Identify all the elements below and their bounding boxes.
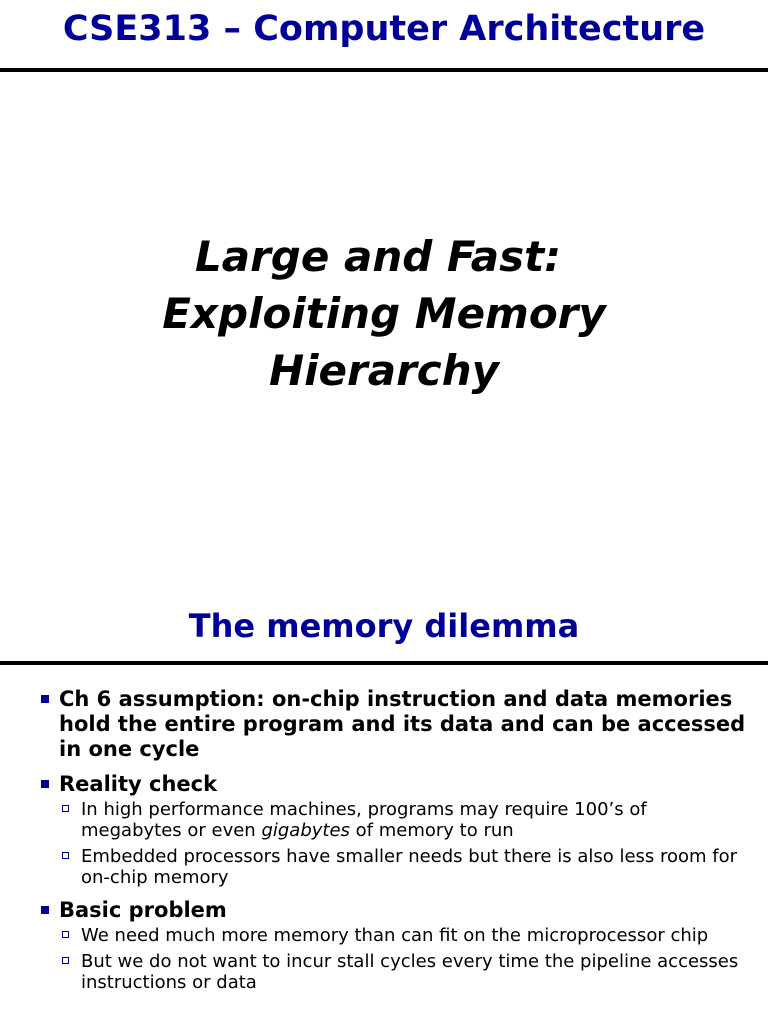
sub-bullet-item <box>62 951 748 993</box>
hollow-square-bullet-icon <box>62 931 69 938</box>
bullet-item <box>40 687 748 762</box>
sub-bullet-list <box>62 799 748 888</box>
square-bullet-icon <box>41 780 49 788</box>
sub-bullet-text: We need much more memory than can fit on the microprocessor chip <box>81 925 709 946</box>
sub-bullet-text-part: In high performance machines, programs may require 100’s of megabytes or even <box>81 799 647 841</box>
sub-bullet-text <box>81 799 748 841</box>
emphasis-text: gigabytes <box>261 820 350 841</box>
sub-bullet-text: But we do not want to incur stall cycles every time the pipeline accesses instructions or data <box>81 951 739 993</box>
sub-bullet-text-part: of memory to run <box>349 820 514 841</box>
title-divider <box>0 661 768 665</box>
bullet-text: Reality check <box>59 772 218 796</box>
lecture-title <box>0 228 768 399</box>
lecture-title-line-1: Large and Fast: <box>194 232 561 281</box>
bullet-list <box>40 687 748 1003</box>
sub-bullet-list <box>62 925 748 993</box>
slide-title: The memory dilemma <box>188 607 580 645</box>
sub-bullet-item <box>62 846 748 888</box>
lecture-title-line-2: Exploiting Memory <box>162 289 606 338</box>
course-title: CSE313 – Computer Architecture <box>62 9 706 49</box>
bullet-text: Ch 6 assumption: on-chip instruction and data memories hold the entire program and its data and can be accessed in one cycle <box>59 687 746 761</box>
lecture-title-line-3: Hierarchy <box>269 346 499 395</box>
title-divider <box>0 68 768 72</box>
hollow-square-bullet-icon <box>62 957 69 964</box>
sub-bullet-item <box>62 925 748 946</box>
sub-bullet-text: Embedded processors have smaller needs but there is also less room for on-chip memory <box>81 846 738 888</box>
bullet-item <box>40 898 748 993</box>
sub-bullet-item <box>62 799 748 841</box>
bullet-item <box>40 772 748 888</box>
square-bullet-icon <box>41 695 49 703</box>
slide-memory-dilemma <box>0 592 768 1024</box>
hollow-square-bullet-icon <box>62 805 69 812</box>
square-bullet-icon <box>41 906 49 914</box>
hollow-square-bullet-icon <box>62 852 69 859</box>
bullet-text: Basic problem <box>59 898 227 922</box>
